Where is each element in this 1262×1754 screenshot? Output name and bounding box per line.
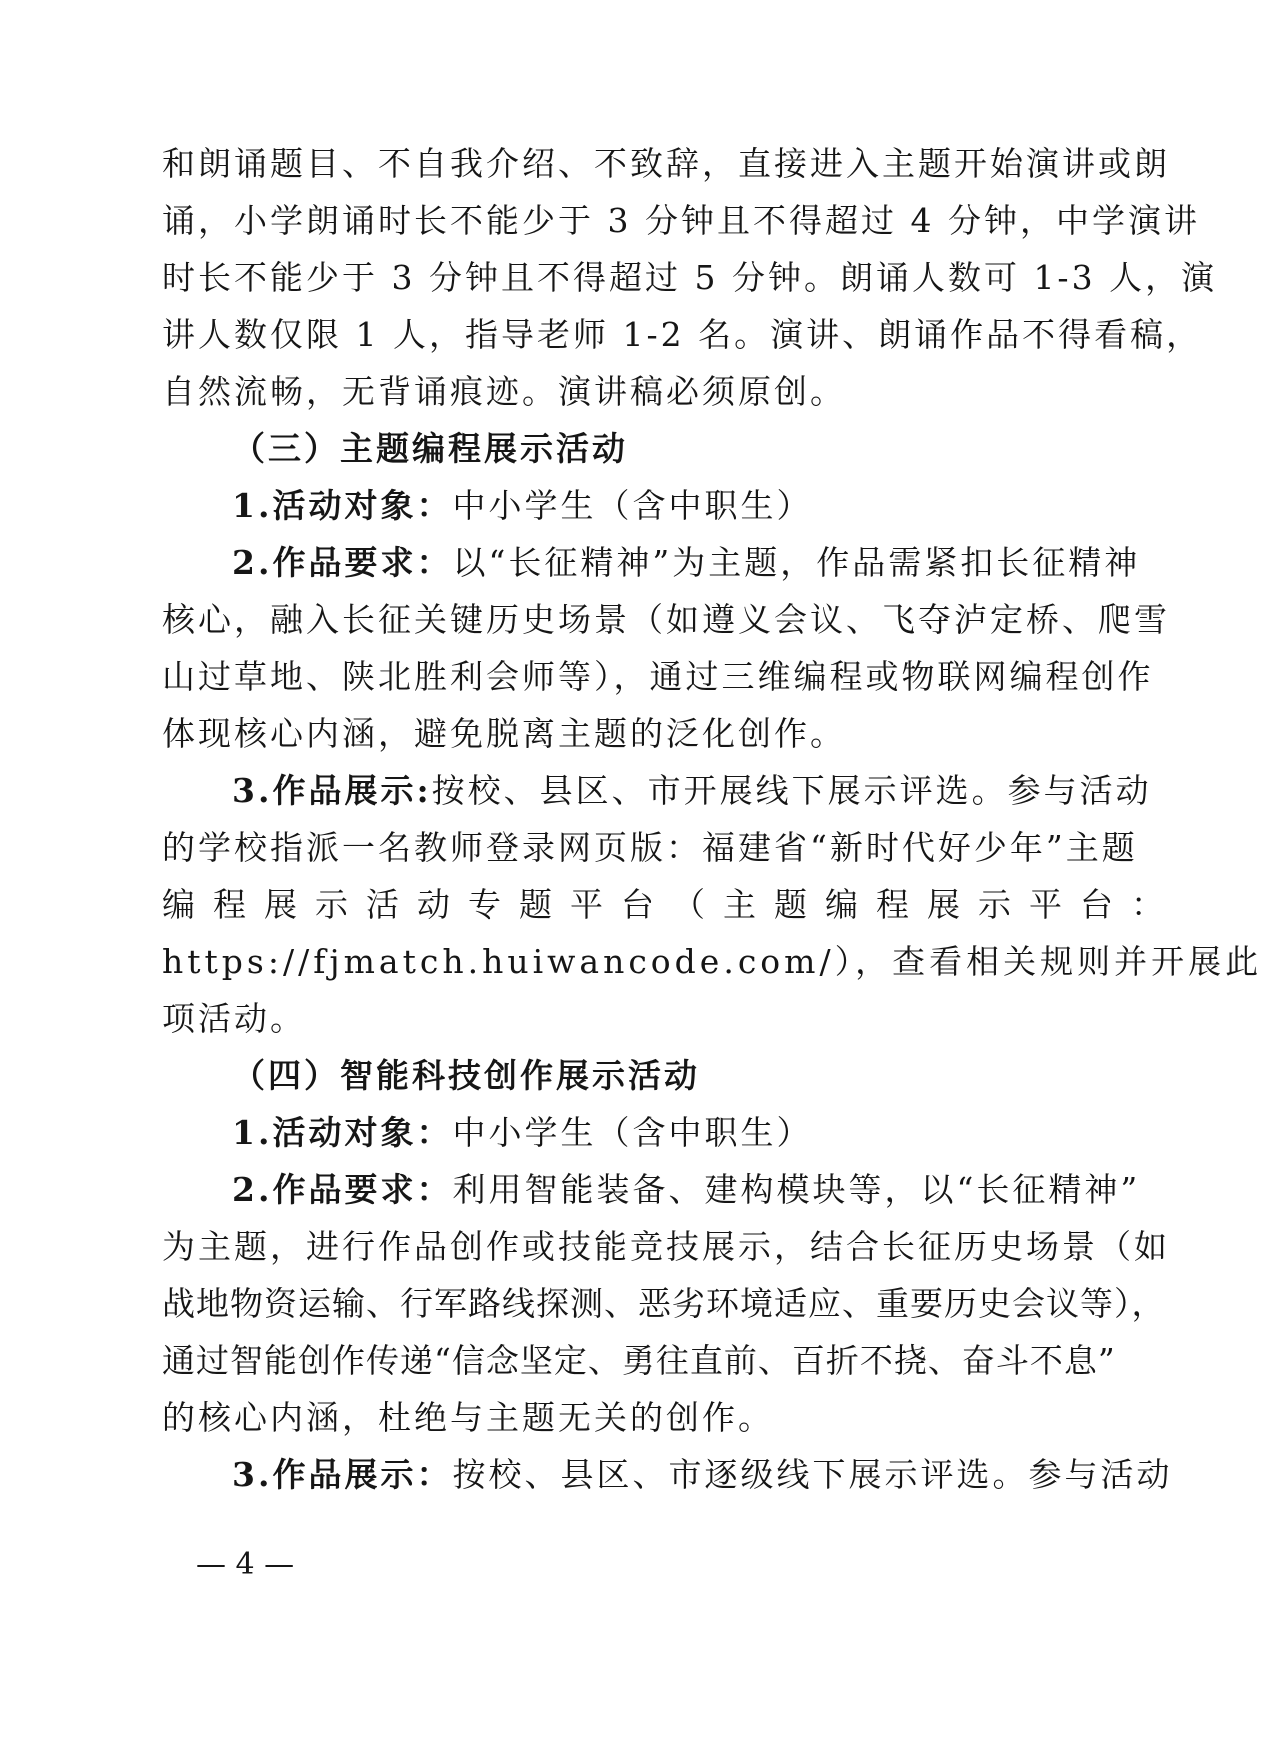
- sec4-item3: [232, 1443, 1173, 1507]
- sec3-item3: [232, 759, 1152, 823]
- paragraph-line: 为主题，进行作品创作或技能竞技展示，结合长征历史场景（如: [162, 1227, 1170, 1266]
- paragraph-line: 时长不能少于 3 分钟且不得超过 5 分钟。朗诵人数可 1-3 人，演: [162, 258, 1218, 297]
- item-text: 利用智能装备、建构模块等，以“长征精神”: [452, 1170, 1141, 1209]
- item-label: 3.作品展示：: [232, 1455, 453, 1494]
- section-heading-3: （三）主题编程展示活动: [232, 429, 628, 468]
- item-label: 2.作品要求：: [232, 1170, 453, 1209]
- item-label: 1.活动对象：: [232, 1113, 453, 1152]
- item-text: 以“长征精神”为主题，作品需紧扣长征精神: [452, 543, 1141, 582]
- item-text: 中小学生（含中职生）: [452, 486, 813, 525]
- section-heading-4: （四）智能科技创作展示活动: [232, 1056, 700, 1095]
- paragraph-line: 山过草地、陕北胜利会师等），通过三维编程或物联网编程创作: [162, 657, 1154, 696]
- sec3-item1: [232, 474, 1074, 538]
- item-text: 按校、县区、市开展线下展示评选。参与活动: [431, 771, 1152, 810]
- paragraph-line: 核心，融入长征关键历史场景（如遵义会议、飞夺泸定桥、爬雪: [162, 600, 1170, 639]
- item-label: 3.作品展示:: [232, 771, 432, 810]
- sec3-item2: [232, 531, 1141, 595]
- item-label: 1.活动对象：: [232, 486, 453, 525]
- paragraph-line: 自然流畅，无背诵痕迹。演讲稿必须原创。: [162, 372, 846, 411]
- paragraph-line: 的核心内涵，杜绝与主题无关的创作。: [162, 1398, 774, 1437]
- sec4-item2: [232, 1158, 1141, 1222]
- item-text: 按校、县区、市逐级线下展示评选。参与活动: [452, 1455, 1173, 1494]
- paragraph-line: 编程展示活动专题平台（主题编程展示平台：: [162, 885, 1182, 924]
- sec4-item1: [232, 1101, 1074, 1165]
- paragraph-line: 讲人数仅限 1 人，指导老师 1-2 名。演讲、朗诵作品不得看稿，: [162, 315, 1203, 354]
- paragraph-line: 诵，小学朗诵时长不能少于 3 分钟且不得超过 4 分钟，中学演讲: [162, 201, 1200, 240]
- page-number: — 4 —: [196, 1547, 295, 1582]
- paragraph-line: 的学校指派一名教师登录网页版：福建省“新时代好少年”主题: [162, 828, 1138, 867]
- paragraph-line: 通过智能创作传递“信念坚定、勇往直前、百折不挠、奋斗不息”: [162, 1341, 1116, 1380]
- item-label: 2.作品要求：: [232, 543, 453, 582]
- paragraph-line: 战地物资运输、行军路线探测、恶劣环境适应、重要历史会议等），: [162, 1284, 1166, 1323]
- paragraph-line: https://fjmatch.huiwancode.com/），查看相关规则并开展此: [162, 942, 1262, 981]
- paragraph-line: 项活动。: [162, 999, 306, 1038]
- paragraph-line: 和朗诵题目、不自我介绍、不致辞，直接进入主题开始演讲或朗: [162, 144, 1170, 183]
- item-text: 中小学生（含中职生）: [452, 1113, 813, 1152]
- paragraph-line: 体现核心内涵，避免脱离主题的泛化创作。: [162, 714, 846, 753]
